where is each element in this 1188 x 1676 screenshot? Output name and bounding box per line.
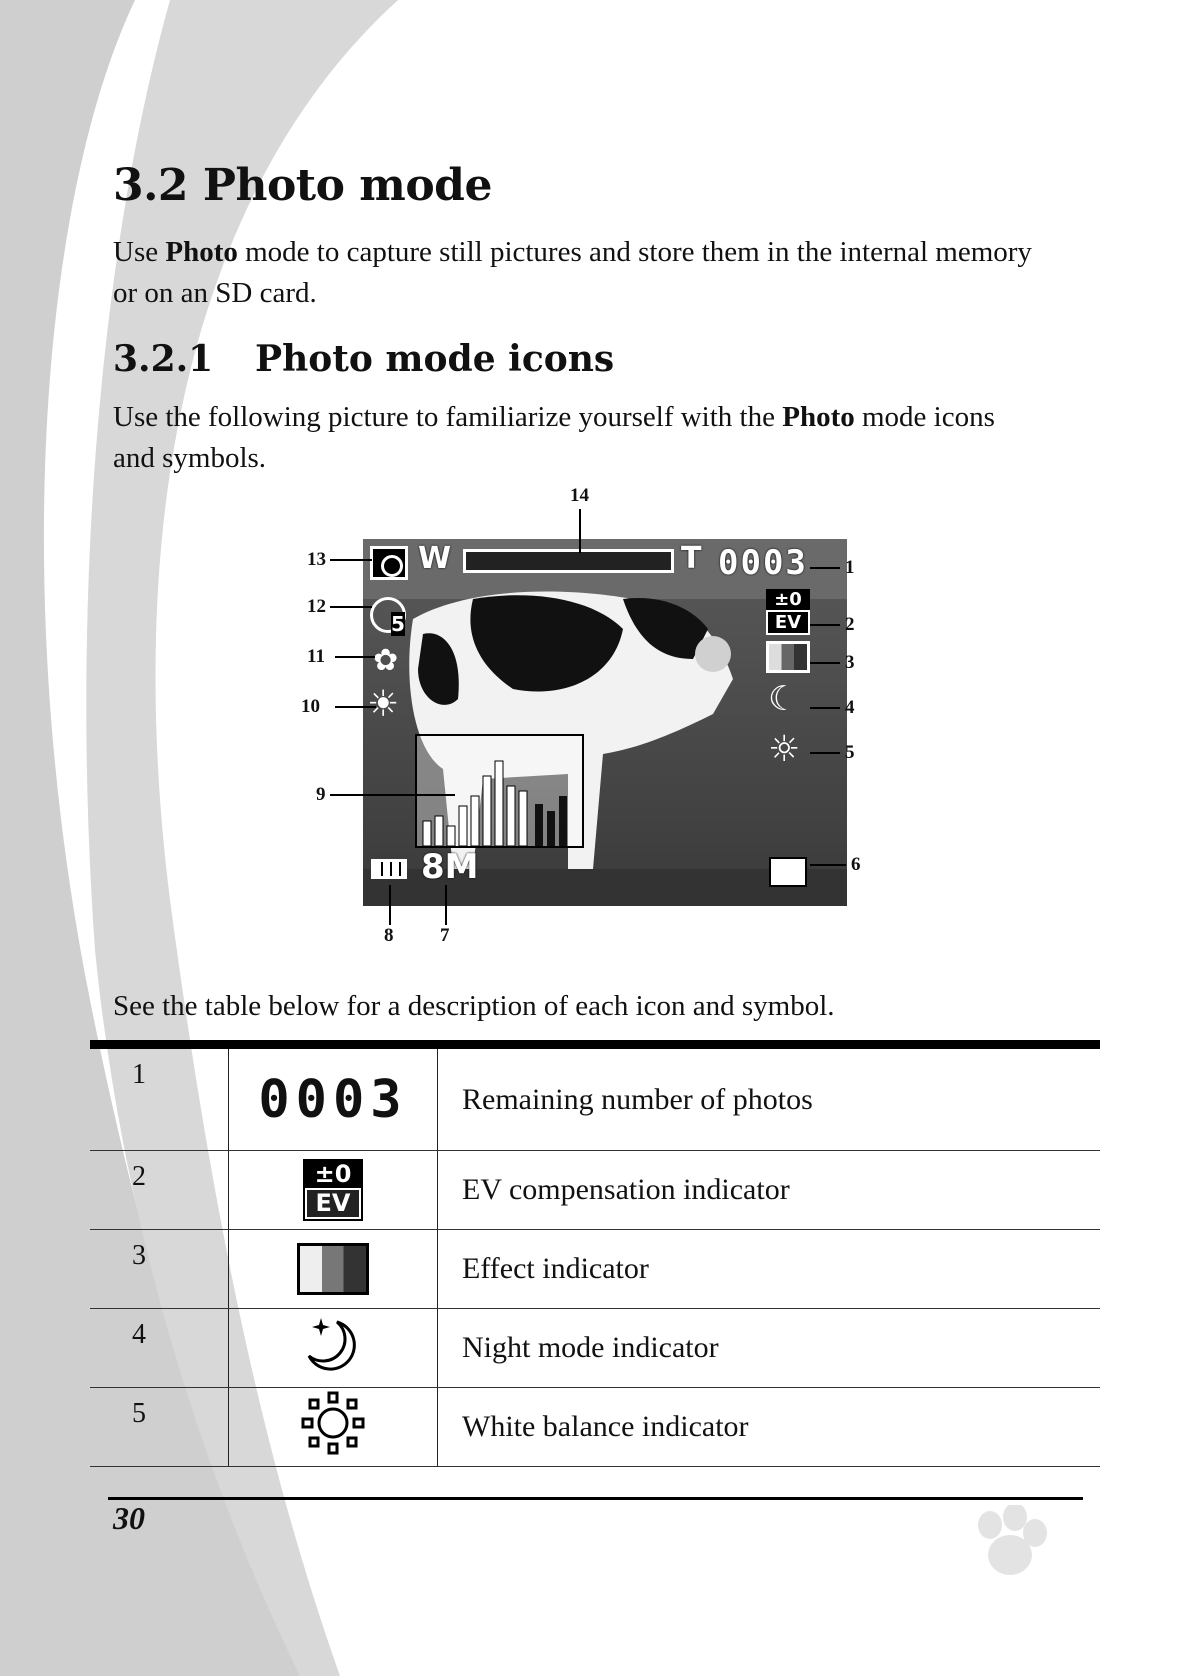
night-mode-icon	[229, 1309, 438, 1388]
effect-icon	[229, 1230, 438, 1309]
row-description: Remaining number of photos	[438, 1045, 1101, 1151]
callout-5: 5	[845, 742, 855, 763]
section-heading: 3.2 Photo mode	[113, 160, 492, 211]
shots-remaining-count: 0003	[718, 543, 808, 583]
row-number: 4	[90, 1309, 229, 1388]
footer-rule	[108, 1497, 1083, 1500]
table-row	[90, 1309, 1100, 1388]
row-description: White balance indicator	[438, 1388, 1101, 1467]
row-number: 3	[90, 1230, 229, 1309]
row-number: 5	[90, 1388, 229, 1467]
zoom-tele-label: T	[681, 541, 702, 576]
callout-4: 4	[845, 697, 855, 718]
callout-13: 13	[307, 549, 326, 570]
callout-10: 10	[301, 696, 320, 717]
subsection-heading: 3.2.1 Photo mode icons	[113, 338, 615, 380]
callout-3: 3	[845, 652, 855, 673]
ev-indicator-icon: ±0 EV	[766, 589, 810, 633]
flash-icon: ☀	[367, 684, 400, 725]
row-description: Night mode indicator	[438, 1309, 1101, 1388]
callout-8: 8	[384, 925, 394, 946]
row-description: EV compensation indicator	[438, 1151, 1101, 1230]
page-number: 30	[113, 1500, 145, 1536]
callout-6: 6	[851, 854, 861, 875]
callout-1: 1	[845, 557, 855, 578]
callout-14: 14	[570, 485, 589, 506]
callout-9: 9	[316, 784, 326, 805]
row-number: 2	[90, 1151, 229, 1230]
zoom-wide-label: W	[418, 541, 452, 576]
count-0003-icon: 0003	[229, 1045, 438, 1151]
white-balance-sun-icon	[229, 1388, 438, 1467]
table-row	[90, 1388, 1100, 1467]
row-description: Effect indicator	[438, 1230, 1101, 1309]
row-number: 1	[90, 1045, 229, 1151]
table-row	[90, 1151, 1100, 1230]
table-intro-text: See the table below for a description of each icon and symbol.	[113, 990, 835, 1022]
callout-2: 2	[845, 614, 855, 635]
table-row	[90, 1230, 1100, 1309]
callout-7: 7	[440, 925, 450, 946]
intro-paragraph: Use Photo mode to capture still pictures and store them in the internal memory or on an SD card.	[113, 236, 1032, 309]
familiarize-paragraph: Use the following picture to familiarize yourself with the Photo mode icons and symbols.	[113, 401, 995, 474]
icon-description-table	[90, 1040, 1100, 1467]
macro-flower-icon: ✿	[373, 643, 399, 678]
baidu-jingyan-watermark	[840, 1505, 1130, 1635]
night-mode-icon: ☾	[768, 679, 799, 719]
callout-lines	[280, 485, 910, 955]
ev-compensation-icon: $\frac{\pm 0}{EV}$	[229, 1151, 438, 1230]
resolution-label: 8M	[421, 847, 479, 887]
white-balance-icon: ☼	[768, 729, 801, 770]
callout-12: 12	[307, 596, 326, 617]
self-timer-icon: 5	[370, 597, 406, 633]
photo-mode-screen-figure	[280, 485, 910, 955]
table-row	[90, 1045, 1100, 1151]
callout-11: 11	[307, 646, 325, 667]
